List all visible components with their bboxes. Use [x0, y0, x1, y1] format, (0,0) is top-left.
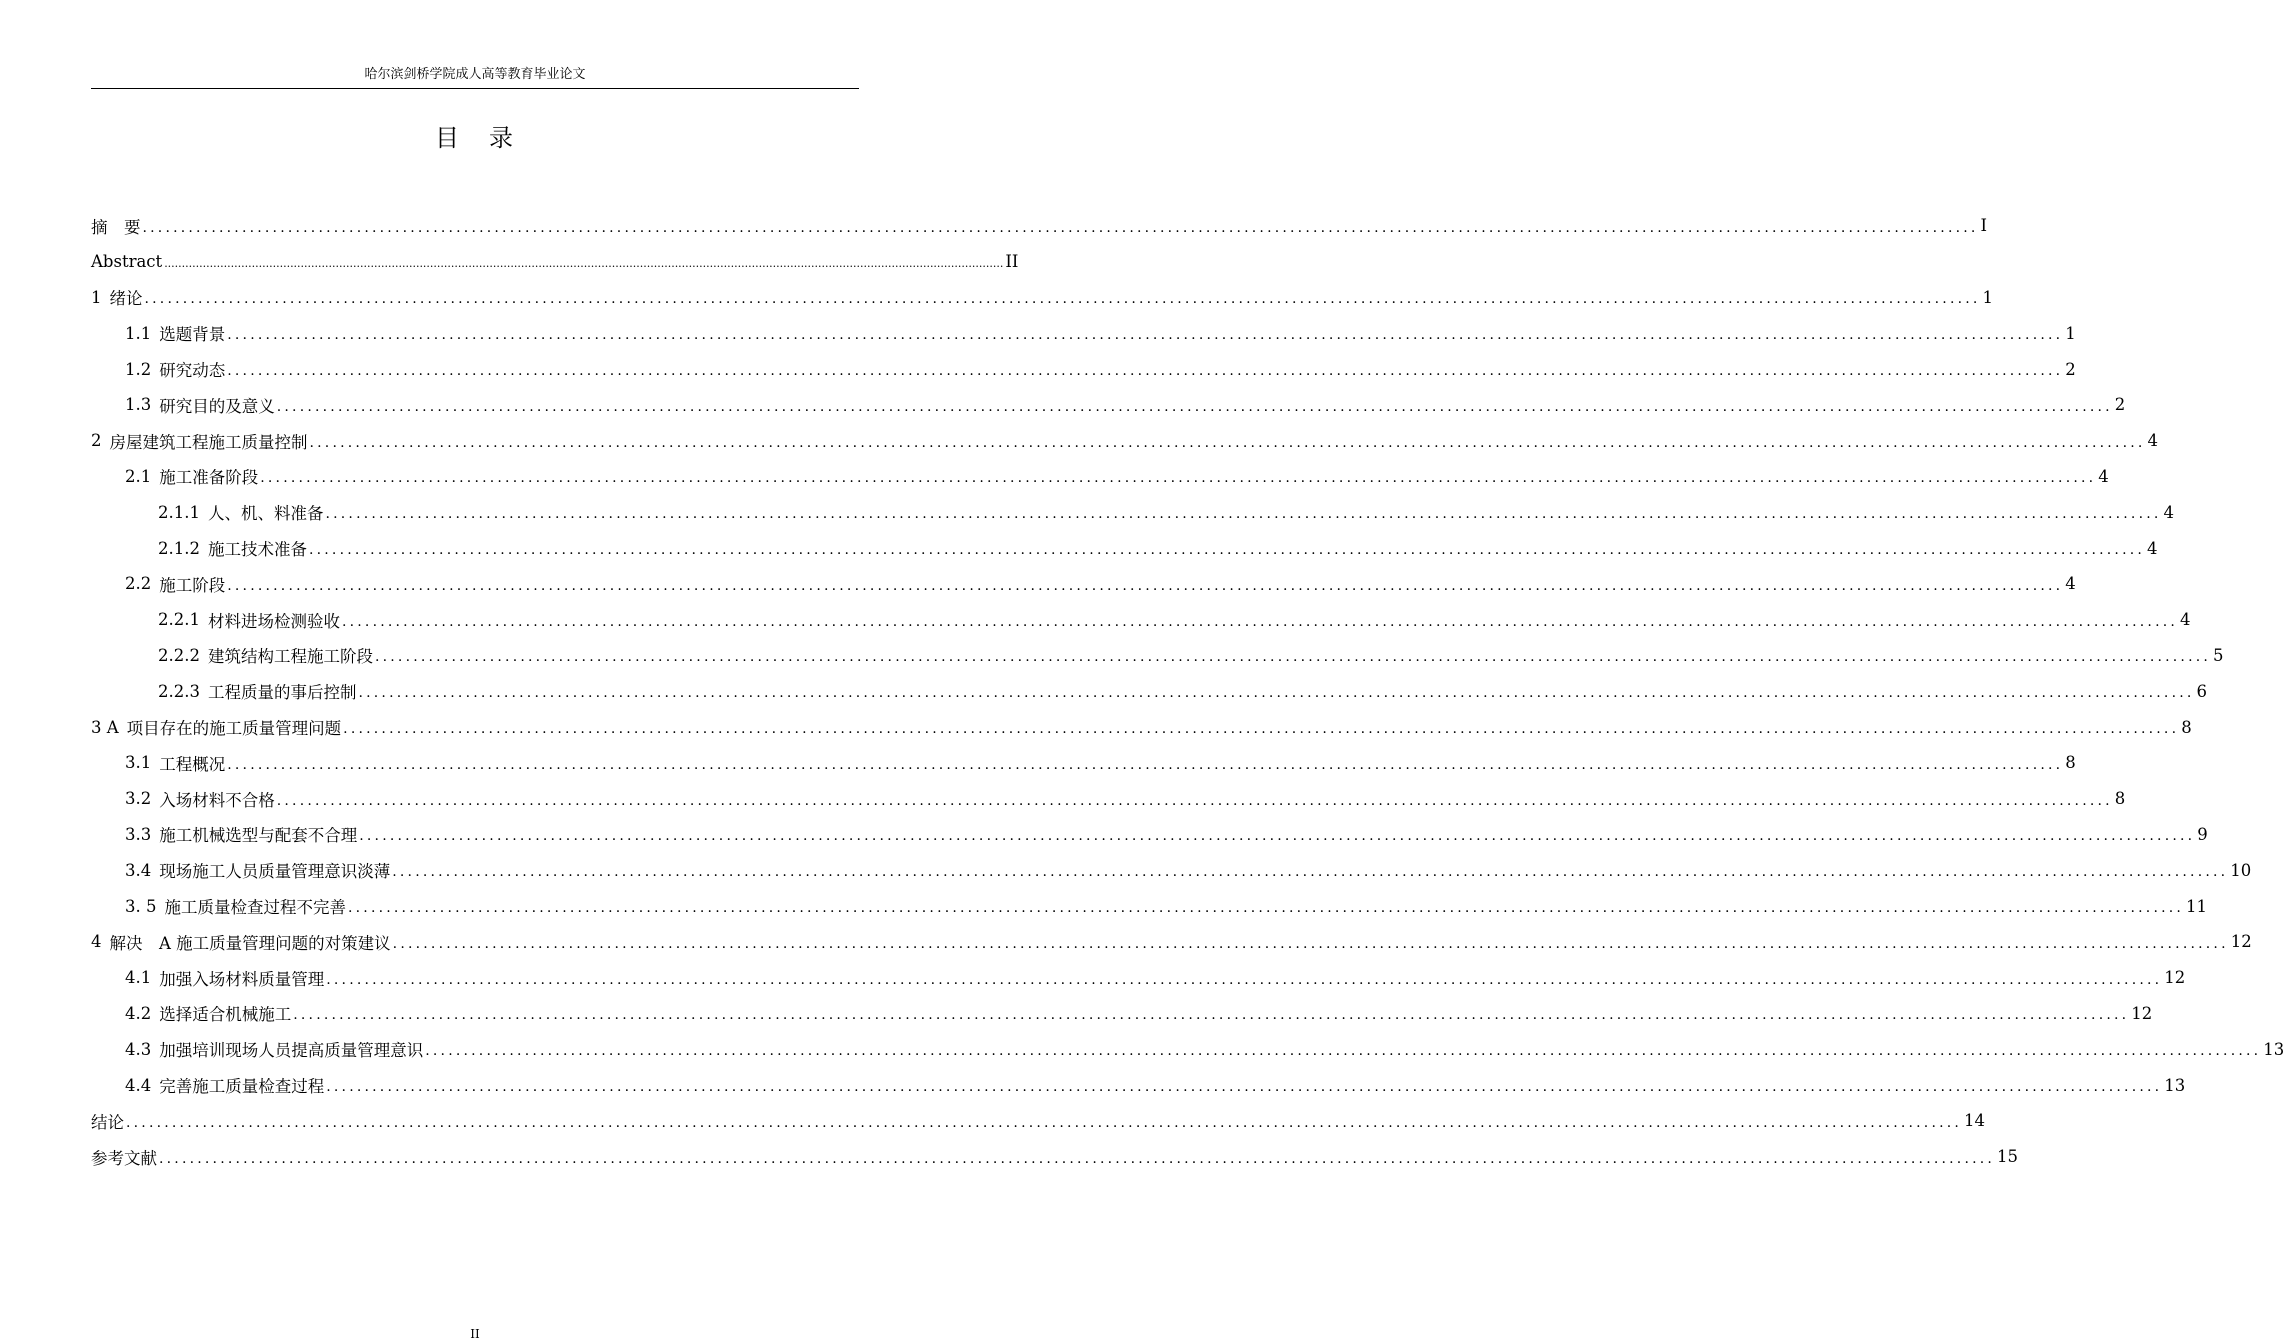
toc-title — [0, 122, 950, 154]
toc-entry-title: 施工技术准备 — [207, 540, 307, 560]
toc-entry-title: 项目存在的施工质量管理问题 — [126, 719, 342, 739]
toc-entry-number: 3.2 — [125, 789, 152, 809]
dot-leader: ................................................................................................................................................................................................................................................ — [425, 1043, 2262, 1060]
toc-title-char-2: 录 — [489, 124, 515, 152]
toc-entry-title: 建筑结构工程施工阶段 — [207, 647, 373, 667]
toc-entry[interactable] — [91, 638, 2224, 674]
dot-leader: ................................................................................................................................................................................................................................................ — [227, 577, 2064, 594]
toc-entry-page: 8 — [2181, 717, 2192, 737]
toc-entry-page: 2 — [2114, 395, 2126, 415]
toc-entry[interactable] — [91, 208, 1988, 244]
dot-leader: ................................................................................................................................................................................................................................................ — [276, 398, 2113, 415]
toc-entry-title: 摘 要 — [91, 217, 141, 237]
dot-leader: ................................................................................................................................................................................................................................................ — [374, 649, 2212, 666]
dot-leader: ................................................................................................................................................................................................................................................ — [309, 434, 2146, 451]
toc-entry-page: 1 — [2065, 323, 2076, 343]
toc-entry[interactable] — [91, 1103, 1986, 1139]
toc-entry-number: 1 — [91, 287, 102, 307]
toc-entry-page: 10 — [2230, 860, 2252, 880]
toc-entry-number: 3 A — [91, 717, 119, 737]
toc-entry-page: 11 — [2186, 896, 2208, 916]
dot-leader: ................................................................................................................................................................................................................................................ — [358, 685, 2195, 702]
dot-leader: ................................................................................................................................................................................................................................................ — [260, 470, 2097, 487]
dot-leader: ................................................................................................................................................................................................................................................ — [293, 1007, 2130, 1024]
toc-entry-number: 4.1 — [125, 968, 152, 988]
toc-entry-title: 加强培训现场人员提高质量管理意识 — [159, 1041, 424, 1061]
toc-title-char-1: 目 — [435, 124, 461, 152]
running-header: 哈尔滨剑桥学院成人高等教育毕业论文 — [364, 67, 586, 82]
toc-entry-number: 1.2 — [125, 359, 152, 379]
dot-leader: ................................................................................................................................................................................................................................................ — [326, 971, 2163, 988]
toc-entry[interactable] — [91, 996, 2153, 1032]
header-rule — [91, 88, 859, 89]
toc-entry-title: 解决 A 施工质量管理问题的对策建议 — [109, 933, 391, 953]
toc-entry[interactable] — [91, 387, 2126, 423]
toc-entry-page: 4 — [2163, 502, 2175, 522]
dot-leader: ................................................................................................................................................................................................................................................ — [159, 1150, 1996, 1167]
toc-entry-number: 2.2.1 — [158, 610, 200, 630]
toc-entry[interactable] — [91, 852, 2252, 888]
dot-leader: ................................................................................................................................................................................................................................................ — [142, 219, 1979, 236]
toc-entry-title: 工程概况 — [159, 754, 226, 774]
toc-entry[interactable] — [91, 1139, 2019, 1175]
toc-entry-page: 8 — [2065, 753, 2076, 773]
toc-entry-number: 2 — [91, 431, 102, 451]
toc-entry[interactable] — [91, 673, 2208, 709]
toc-entry-number: 2.1.1 — [158, 502, 200, 522]
dot-leader: ................................................................................................................................................................................................................................................ — [276, 792, 2113, 809]
toc-entry[interactable] — [91, 781, 2126, 817]
toc-entry[interactable] — [91, 1067, 2186, 1103]
toc-entry-number: 3.4 — [125, 860, 152, 880]
toc-entry-number: 2.2.2 — [158, 645, 200, 665]
toc-entry-title: 入场材料不合格 — [159, 790, 275, 810]
toc-entry[interactable] — [91, 530, 2158, 566]
toc-entry-page: 13 — [2263, 1039, 2284, 1059]
toc-entry-page: 12 — [2230, 932, 2252, 952]
toc-entry[interactable] — [91, 745, 2076, 781]
toc-entry[interactable] — [91, 602, 2191, 638]
toc-entry[interactable] — [91, 924, 2252, 960]
toc-entry-page: 4 — [2147, 431, 2159, 451]
dot-leader: ................................................................................................................................................................................................................................................ — [308, 542, 2146, 559]
dot-leader: ................................................................................................................................................................................................................................................ — [126, 1114, 1963, 1131]
toc-entry-number: 2.1.2 — [158, 538, 200, 558]
toc-entry-title: 绪论 — [109, 289, 143, 309]
toc-entry-title: 施工阶段 — [159, 575, 226, 595]
toc-entry[interactable] — [91, 1031, 2284, 1067]
toc-entry-title: 人、机、料准备 — [207, 504, 324, 524]
toc-entry-title: 研究目的及意义 — [159, 396, 275, 416]
toc-entry-title: 工程质量的事后控制 — [207, 683, 357, 703]
toc-entry-page: 12 — [2164, 968, 2186, 988]
toc-entry-title: 选择适合机械施工 — [159, 1005, 292, 1025]
toc-entry[interactable] — [91, 315, 2076, 351]
toc-entry[interactable] — [91, 351, 2076, 387]
table-of-contents — [91, 208, 2284, 1175]
toc-entry-title: 加强入场材料质量管理 — [159, 969, 325, 989]
dot-leader: ................................................................................................................................................................................................................................................ — [164, 257, 1004, 271]
toc-entry[interactable] — [91, 709, 2192, 745]
toc-entry-page: 4 — [2147, 538, 2158, 558]
toc-entry-page: 14 — [1964, 1111, 1986, 1131]
dot-leader: ................................................................................................................................................................................................................................................ — [227, 756, 2064, 773]
dot-leader: ................................................................................................................................................................................................................................................ — [341, 613, 2179, 630]
dot-leader: ................................................................................................................................................................................................................................................ — [325, 506, 2162, 523]
toc-entry-number: 4.2 — [125, 1003, 152, 1023]
toc-entry[interactable] — [91, 459, 2109, 495]
toc-entry-number: 4.3 — [125, 1039, 152, 1059]
toc-entry-page: 5 — [2213, 645, 2224, 665]
toc-entry-number: 2.1 — [125, 466, 152, 486]
toc-entry[interactable] — [91, 817, 2208, 853]
toc-entry-page: 12 — [2131, 1003, 2153, 1023]
toc-entry-page: 4 — [2065, 574, 2076, 594]
toc-entry[interactable] — [91, 280, 1994, 316]
dot-leader: ................................................................................................................................................................................................................................................ — [392, 864, 2229, 881]
toc-entry[interactable] — [91, 888, 2208, 924]
dot-leader: ................................................................................................................................................................................................................................................ — [359, 828, 2196, 845]
dot-leader: ................................................................................................................................................................................................................................................ — [227, 363, 2064, 380]
toc-entry-title: 结论 — [91, 1112, 124, 1132]
toc-entry-page: 13 — [2164, 1075, 2186, 1095]
toc-entry-title: 房屋建筑工程施工质量控制 — [109, 432, 308, 452]
toc-entry-number: 4.4 — [125, 1075, 152, 1095]
toc-entry-page: 2 — [2065, 359, 2076, 379]
toc-entry-title: Abstract — [91, 252, 163, 272]
toc-entry-title: 施工质量检查过程不完善 — [164, 898, 346, 918]
toc-entry-page: 4 — [2180, 610, 2191, 630]
toc-entry-page: 1 — [1982, 287, 1994, 307]
toc-entry-page: II — [1005, 252, 1019, 272]
toc-entry[interactable] — [91, 423, 2159, 459]
toc-entry-number: 3.1 — [125, 753, 152, 773]
dot-leader: ................................................................................................................................................................................................................................................ — [144, 291, 1981, 308]
toc-entry-title: 选题背景 — [159, 325, 226, 345]
dot-leader: ................................................................................................................................................................................................................................................ — [227, 327, 2064, 344]
toc-entry-page: I — [1980, 216, 1988, 236]
toc-entry-page: 4 — [2098, 466, 2109, 486]
dot-leader: ................................................................................................................................................................................................................................................ — [326, 1079, 2163, 1096]
toc-entry-number: 3.3 — [125, 824, 152, 844]
toc-entry-title: 参考文献 — [91, 1148, 157, 1168]
toc-entry-number: 2.2 — [125, 574, 152, 594]
toc-entry-title: 施工机械选型与配套不合理 — [159, 826, 358, 846]
toc-entry[interactable] — [91, 494, 2175, 530]
toc-entry-page: 6 — [2196, 681, 2208, 701]
toc-entry-number: 3. 5 — [125, 896, 157, 916]
toc-entry-title: 完善施工质量检查过程 — [159, 1077, 325, 1097]
toc-entry-title: 现场施工人员质量管理意识淡薄 — [159, 862, 391, 882]
toc-entry-number: 4 — [91, 932, 102, 952]
dot-leader: ................................................................................................................................................................................................................................................ — [392, 935, 2229, 952]
toc-entry-page: 9 — [2197, 824, 2208, 844]
toc-entry-number: 1.1 — [125, 323, 152, 343]
page-number: II — [470, 1327, 480, 1341]
toc-entry[interactable] — [91, 244, 1019, 280]
toc-entry[interactable] — [91, 960, 2186, 996]
dot-leader: ................................................................................................................................................................................................................................................ — [343, 721, 2180, 738]
toc-entry-page: 8 — [2114, 789, 2126, 809]
toc-entry-number: 2.2.3 — [158, 681, 200, 701]
toc-entry-title: 材料进场检测验收 — [207, 611, 340, 631]
toc-entry-title: 施工准备阶段 — [159, 468, 259, 488]
toc-entry[interactable] — [91, 566, 2076, 602]
dot-leader: ................................................................................................................................................................................................................................................ — [348, 900, 2185, 917]
toc-entry-title: 研究动态 — [159, 361, 226, 381]
toc-entry-number: 1.3 — [125, 395, 152, 415]
toc-entry-page: 15 — [1997, 1147, 2019, 1167]
